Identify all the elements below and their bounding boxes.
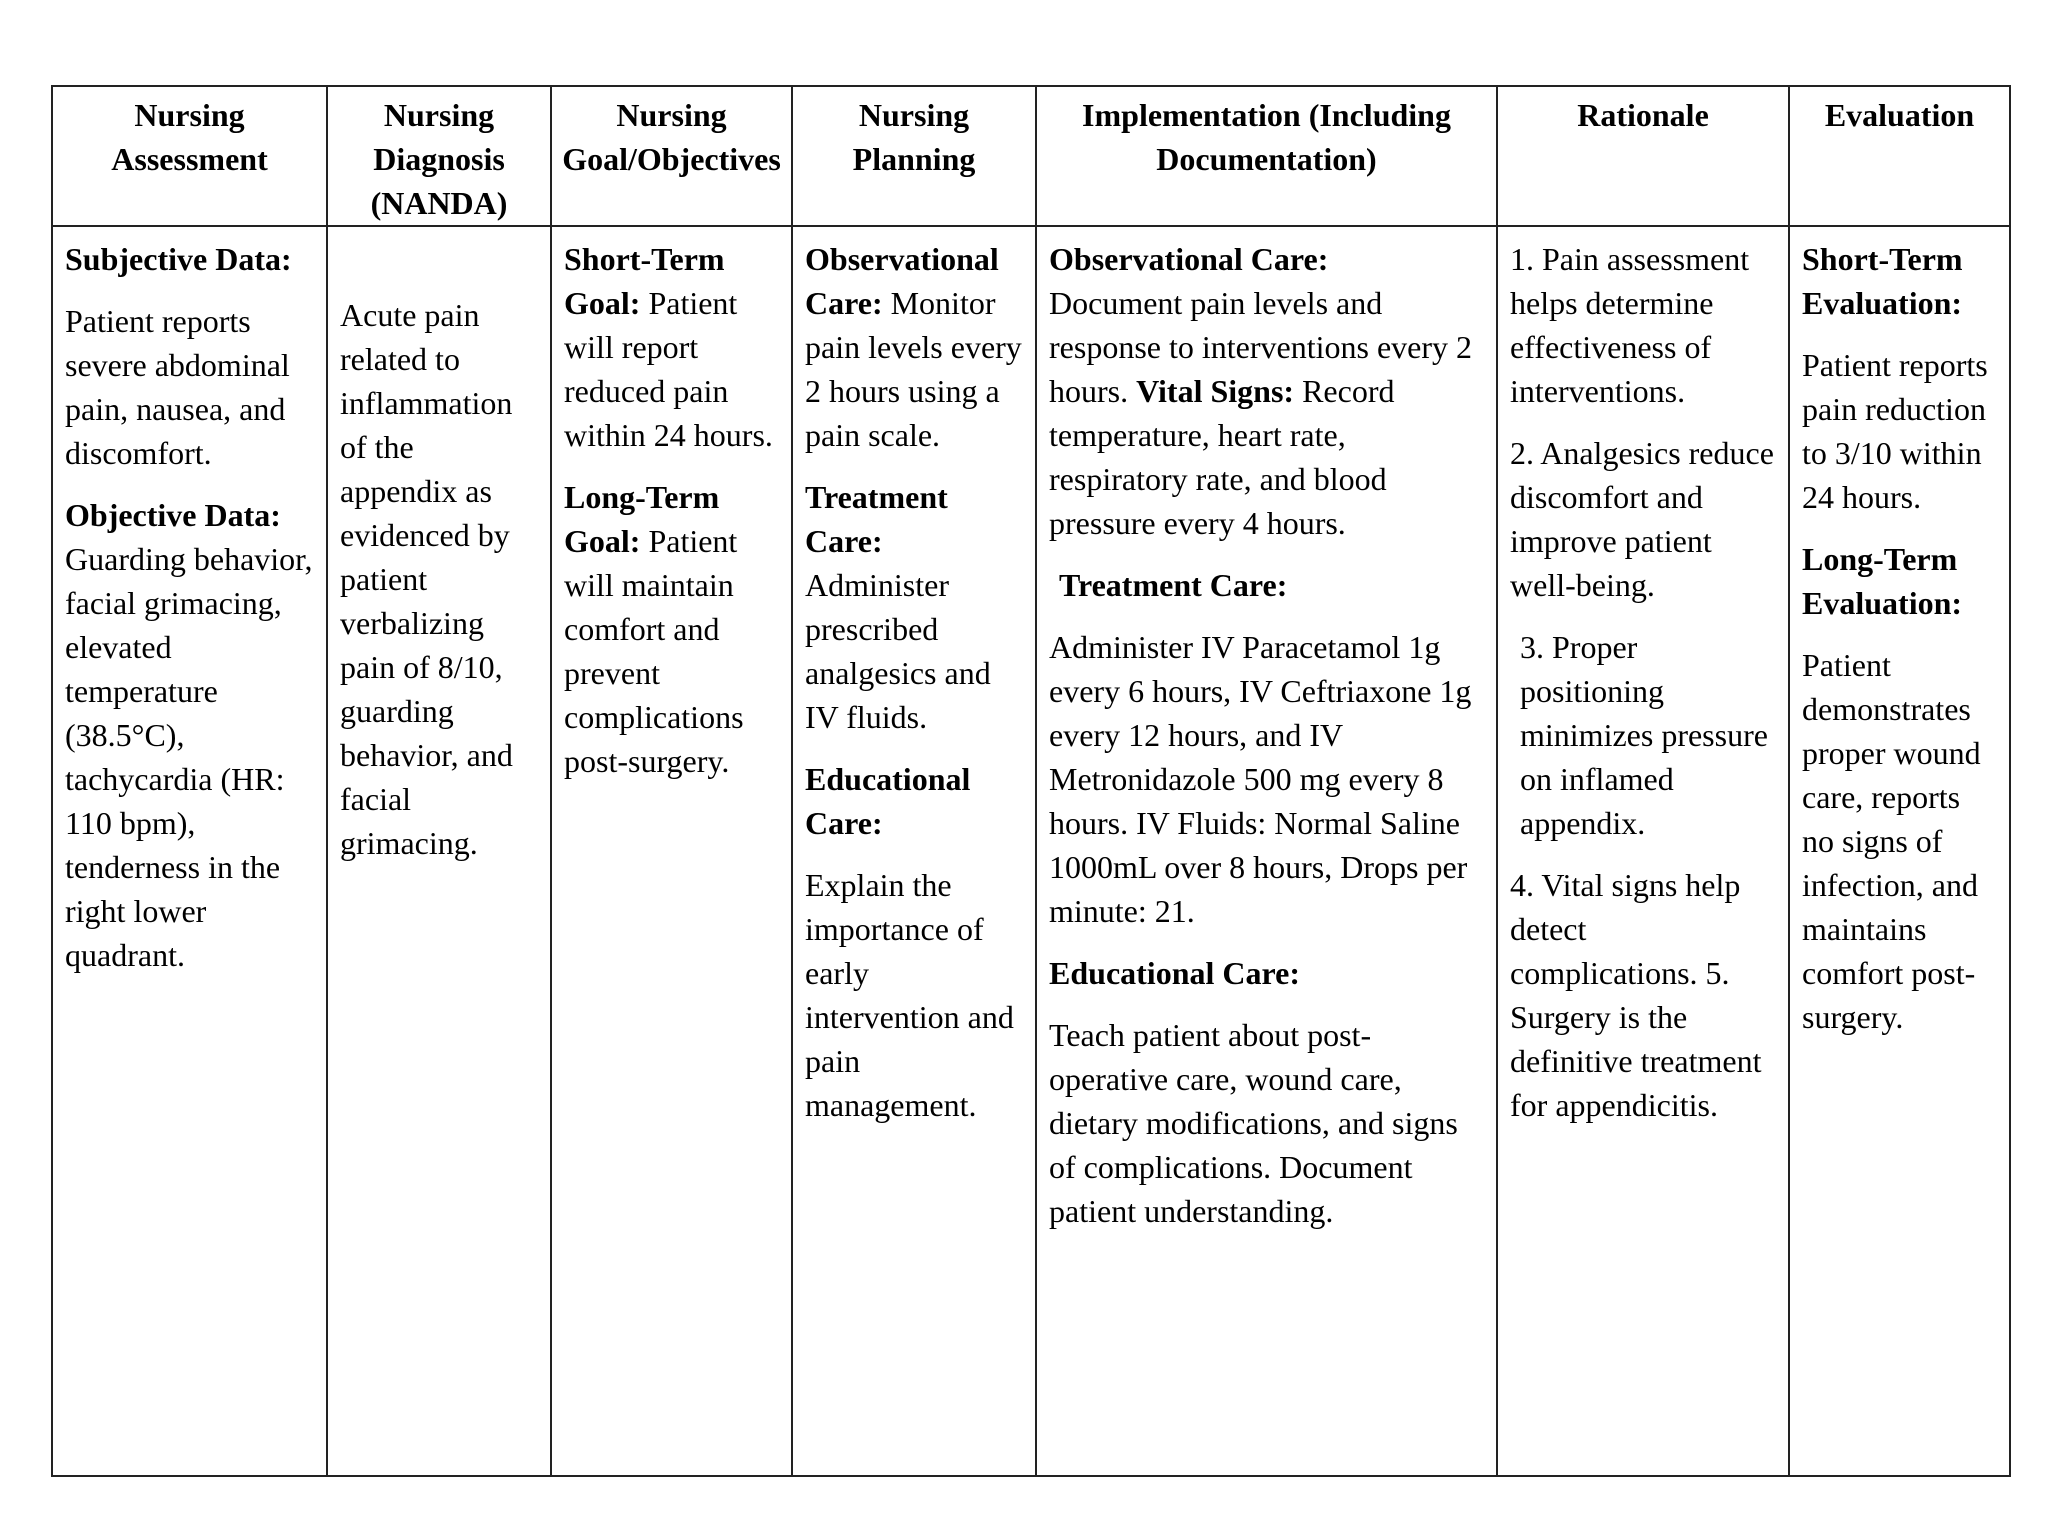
impl-vital-signs-label: Vital Signs: xyxy=(1136,373,1295,409)
header-goal: Nursing Goal/Objectives xyxy=(551,86,792,226)
header-diagnosis: Nursing Diagnosis (NANDA) xyxy=(327,86,551,226)
objective-data-text: Guarding behavior, facial grimacing, elevated temperature (38.5°C), tachycardia (HR: 110 bpm), tenderness in the right lower quadrant. xyxy=(65,541,313,973)
objective-data-label: Objective Data: xyxy=(65,497,281,533)
nursing-care-plan-table xyxy=(51,85,2011,1477)
rationale-item-4: 4. Vital signs help detect complications. 5. Surgery is the definitive treatment for appendicitis. xyxy=(1510,867,1762,1123)
rationale-item-1: 1. Pain assessment helps determine effectiveness of interventions. xyxy=(1510,241,1750,409)
short-term-evaluation-text: Patient reports pain reduction to 3/10 within 24 hours. xyxy=(1802,347,1988,515)
short-term-goal xyxy=(564,237,779,457)
long-term-goal-label: Long-Term Goal: xyxy=(564,479,720,559)
assessment-cell xyxy=(52,226,327,1476)
rationale-item-2: 2. Analgesics reduce discomfort and improve patient well-being. xyxy=(1510,435,1774,603)
impl-observational-label: Observational Care: xyxy=(1049,241,1329,277)
header-assessment: Nursing Assessment xyxy=(52,86,327,226)
impl-educational-text: Teach patient about post-operative care, wound care, dietary modifications, and signs of complications. Document patient understanding. xyxy=(1049,1017,1458,1229)
long-term-goal-text: Patient will maintain comfort and prevent complications post-surgery. xyxy=(564,523,744,779)
planning-observational xyxy=(805,237,1023,457)
goal-cell xyxy=(551,226,792,1476)
long-term-evaluation-text: Patient demonstrates proper wound care, reports no signs of infection, and maintains comfort post-surgery. xyxy=(1802,647,1981,1035)
planning-educational-text: Explain the importance of early intervention and pain management. xyxy=(805,867,1014,1123)
short-term-goal-text: Patient will report reduced pain within 24 hours. xyxy=(564,285,773,453)
subjective-data-text: Patient reports severe abdominal pain, nausea, and discomfort. xyxy=(65,303,290,471)
impl-treatment-label: Treatment Care: xyxy=(1059,567,1288,603)
content-row xyxy=(52,226,2010,1476)
header-planning: Nursing Planning xyxy=(792,86,1036,226)
planning-educational-label: Educational Care: xyxy=(805,761,971,841)
planning-observational-label: Observational Care: xyxy=(805,241,999,321)
impl-observational-block xyxy=(1049,281,1484,545)
header-evaluation: Evaluation xyxy=(1789,86,2010,226)
rationale-item-3: 3. Proper positioning minimizes pressure on inflamed appendix. xyxy=(1520,629,1768,841)
planning-treatment-text: Administer prescribed analgesics and IV fluids. xyxy=(805,567,991,735)
impl-observational-text: Document pain levels and response to interventions every 2 hours. xyxy=(1049,285,1472,409)
header-implementation: Implementation (Including Documentation) xyxy=(1036,86,1497,226)
impl-treatment-text: Administer IV Paracetamol 1g every 6 hours, IV Ceftriaxone 1g every 12 hours, and IV Metronidazole 500 mg every 8 hours. IV Fluids: Normal Saline 1000mL over 8 hours, Drops per minute: 21. xyxy=(1049,629,1472,929)
header-row xyxy=(52,86,2010,226)
planning-treatment-label: Treatment Care: xyxy=(805,479,948,559)
planning-observational-text: Monitor pain levels every 2 hours using a pain scale. xyxy=(805,285,1022,453)
planning-cell xyxy=(792,226,1036,1476)
header-rationale: Rationale xyxy=(1497,86,1789,226)
long-term-evaluation-label: Long-Term Evaluation: xyxy=(1802,541,1963,621)
impl-educational-label: Educational Care: xyxy=(1049,955,1300,991)
implementation-cell xyxy=(1036,226,1497,1476)
impl-vital-signs-text: Record temperature, heart rate, respiratory rate, and blood pressure every 4 hours. xyxy=(1049,373,1395,541)
rationale-cell xyxy=(1497,226,1789,1476)
diagnosis-cell xyxy=(327,226,551,1476)
evaluation-cell xyxy=(1789,226,2010,1476)
short-term-evaluation-label: Short-Term Evaluation: xyxy=(1802,241,1963,321)
short-term-goal-label: Short-Term Goal: xyxy=(564,241,725,321)
diagnosis-text: Acute pain related to inflammation of the appendix as evidenced by patient verbalizing pain of 8/10, guarding behavior, and facial grimacing. xyxy=(340,297,513,861)
subjective-data-label: Subjective Data: xyxy=(65,241,292,277)
long-term-goal xyxy=(564,475,779,783)
